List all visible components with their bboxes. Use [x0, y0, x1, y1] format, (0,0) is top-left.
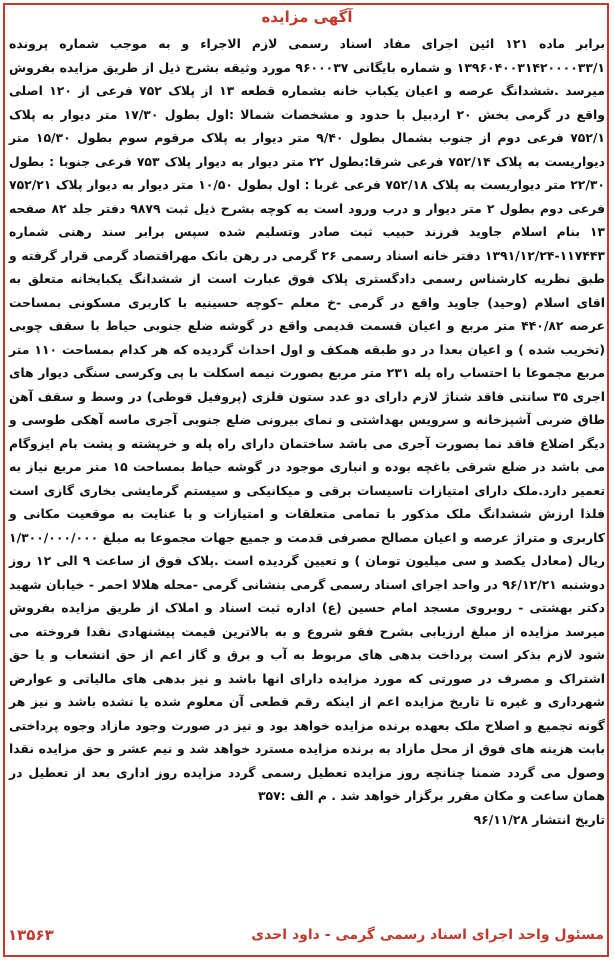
notice-code: ۱۳۵۶۳: [8, 926, 54, 944]
publish-date: تاریخ انتشار ۹۶/۱۱/۲۸: [473, 811, 605, 827]
notice-body-text: برابر ماده ۱۲۱ ائین اجرای مفاد اسناد رسمی لازم الاجراء و به موجب شماره پرونده ۱۳۹۶۰۴۰۰۳۱۴۲۰۰۰۰۳۳/۱ و شماره بایگانی ۹۶۰۰۰۳۷ مورد وثیقه بشرح ذیل از طریق مزایده بفروش میرسد .ششدانگ عرصه و اعیان یکباب خانه بشماره قطعه ۱۳ از پلاک ۷۵۲ فرعی از ۱۲۰ اصلی واقع در گرمی بخش ۲۰ اردبیل با حدود و مشخصات شمالا :اول بطول ۱۷/۳۰ متر دیوار به پلاک ۷۵۲/۱ فرعی دوم از جنوب بشمال بطول ۹/۴۰ متر دیوار به پلاک مرقوم سوم بطول ۱۵/۳۰ متر دیواریست به پلاک ۷۵۲/۱۴ فرعی شرقا:بطول ۲۲ متر دیوار به دیوار پلاک ۷۵۳ فرعی جنوبا : بطول ۲۲/۳۰ متر دیواریست به پلاک ۷۵۲/۱۸ فرعی غربا : اول بطول ۱۰/۵۰ متر دیوار به دیوار پلاک ۷۵۲/۲۱ فرعی دوم بطول ۲ متر دیوار و درب ورود است به کوچه بشرح ذیل ثبت ۹۸۷۹ دفتر جلد ۸۲ صفحه ۱۳ بنام اسلام جاوید فرزند حبیب ثبت صادر وتسلیم شده سپس برابر سند رهنی شماره ۱۱۷۴۴۳-۱۳۹۱/۱۲/۲۴ دفتر خانه اسناد رسمی ۲۶ گرمی در رهن بانک مهراقتصاد گرمی قرار گرفته و طبق نظریه کارشناس رسمی دادگستری پلاک فوق عبارت است از ششدانگ یکبابخانه متعلق به اقای اسلام (وحید) جاوید واقع در گرمی -خ معلم –کوچه حسینیه با کاربری مسکونی بمساحت عرصه ۴۴۰/۸۲ متر مربع و اعیان قسمت قدیمی واقع در گوشه ضلع جنوبی حیاط با سقف چوبی (تخریب شده ) و اعیان بعدا در دو طبقه همکف و اول احداث گردیده که هر کدام بمساحت ۱۱۰ متر مربع مجموعا با احتساب راه پله ۲۳۱ متر مربع بصورت نیمه اسکلت با پی وکرسی سنگی دیوار های اجری ۳۵ سانتی فاقد شناژ لازم دارای دو عدد ستون فلزی (پروفیل قوطی) در وسط و سقف آهن طاق ضربی آشپزخانه و سرویس بهداشتی و نمای بیرونی ضلع جنوبی آجری ماسه آهکی طوسی و دیگر اضلاع فاقد نما بصورت آجری می باشد ساختمان دارای راه پله و خرپشته و پشت بام ایزوگام می باشد در ضلع شرقی باغچه بوده و انباری موجود در گوشه حیاط بمساحت ۱۵ متر مربع نیاز به تعمیر دارد.ملک دارای امتیازات تاسیسات برقی و میکانیکی و سیستم گرمایشی بخاری گازی است فلذا ارزش ششدانگ ملک مذکور با تمامی متعلقات و امتیازات و با عنایت به موقعیت مکانی و کاربری و متراژ عرصه و اعیان مصالح مصرفی قدمت و جمیع جهات مجموعا به مبلغ ۱/۳۰۰/۰۰۰/۰۰۰ ریال (معادل یکصد و سی میلیون تومان ) و تعیین گردیده است .پلاک فوق از ساعت ۹ الی ۱۲ روز دوشنبه ۹۶/۱۲/۲۱ در واحد اجرای اسناد رسمی گرمی بنشانی گرمی -محله هلالا احمر - خیابان شهید دکتر بهشتی - روبروی مسجد امام حسین (ع) اداره ثبت اسناد و املاک از طریق مزایده بفروش میرسد مزایده از مبلغ ارزیابی بشرح فقو شروع و به بالاترین قیمت پیشنهادی نقدا فروخته می شود لازم بذکر است پرداخت بدهی های مربوط به آب و برق و گاز اعم از حق انشعاب و یا حق اشتراک و مصرف در صورتی که مورد مزایده دارای انها باشد و نیز بدهی های مالیاتی و عوارض شهرداری و غیره تا تاریخ مزایده اعم از اینکه رقم قطعی آن معلوم شده یا نشده باشد و نیز هر گونه تجمیع و اصلاح ملک بعهده برنده مزایده خواهد بود و نیز در صورت وجود مازاد وجوه پرداختی بابت هزینه های فوق از محل مازاد به برنده مزایده مسترد خواهد شد و نیم عشر و حق مزایده نقدا وصول می گردد ضمنا چنانچه روز مزایده تعطیل رسمی گردد مزایده روز اداری بعد از تعطیل در همان ساعت و مکان مقرر برگزار خواهد شد . م الف :۳۵۷: [9, 36, 606, 803]
notice-body: [9, 32, 605, 831]
notice-title: آگهی مزایده: [261, 8, 353, 26]
signer: مسئول واحد اجرای اسناد رسمی گرمی - داود احدی: [251, 927, 604, 943]
notice-footer: [8, 921, 604, 949]
